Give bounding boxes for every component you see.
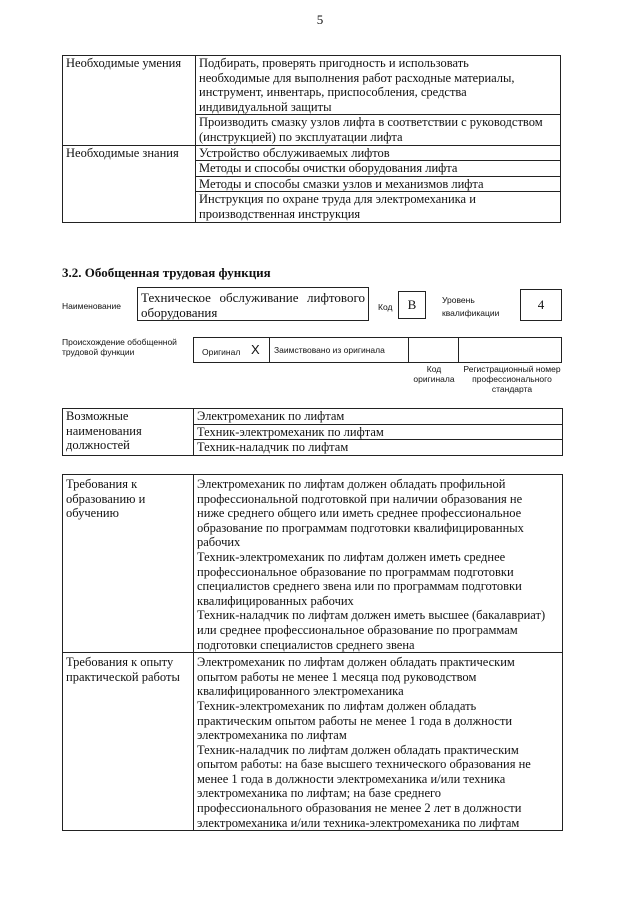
text-line: профессиональной подготовкой при наличии образования не [197, 491, 523, 506]
text-line: квалифицированных рабочих [197, 593, 354, 608]
name-value-line: Техническое обслуживание лифтового [141, 290, 365, 305]
positions-label-line: должностей [66, 438, 130, 453]
text-line: электромеханика и/или техника-электромеханика по лифтам [197, 815, 520, 830]
text-line: ниже среднего общего или иметь среднее профессиональное [197, 506, 522, 521]
text-line: Электромеханик по лифтам должен обладать профильной [197, 477, 506, 491]
text-line: рабочих [197, 535, 241, 550]
code-caption [406, 364, 462, 384]
cell-line: Устройство обслуживаемых лифтов [199, 145, 390, 160]
table-row [63, 56, 561, 115]
original-label: Оригинал [202, 347, 241, 357]
table-row [63, 653, 563, 831]
text-line: Электромеханик по лифтам должен обладать практическим [197, 655, 515, 670]
text-line: квалифицированного электромеханика [197, 684, 404, 699]
reg-caption-line: стандарта [491, 384, 533, 394]
table-cell [196, 56, 561, 115]
code-value-box [398, 291, 426, 319]
cell-line: индивидуальной защиты [199, 99, 332, 114]
text-line: практическим опытом работы не менее 1 года в должности [197, 713, 513, 728]
cell-line: Инструкция по охране труда для электромеханика и [199, 192, 476, 207]
section-title: 3.2. Обобщенная трудовая функция [62, 265, 271, 280]
divider [408, 338, 409, 362]
cell-line: инструмент, инвентарь, приспособления, средства [199, 85, 467, 100]
cell-line: Подбирать, проверять пригодность и использовать [199, 56, 469, 70]
reg-caption-line: профессионального [472, 374, 552, 384]
row-label-knowledge: Необходимые знания [63, 145, 196, 222]
text-line: опытом работы: на базе высшего технического образования не [197, 757, 531, 772]
name-value-box [137, 287, 369, 321]
origin-label-line: трудовой функции [62, 347, 135, 357]
label-line: обучению [66, 506, 119, 521]
reg-caption-line: Регистрационный номер [463, 364, 561, 374]
position-name: Техник-наладчик по лифтам [197, 440, 349, 455]
code-label: Код [378, 302, 393, 312]
origin-row [193, 337, 562, 363]
table-cell [196, 161, 561, 177]
cell-line: производственная инструкция [199, 206, 361, 221]
text-line: или среднее профессиональное образование по программам [197, 622, 518, 637]
page-number: 5 [316, 12, 324, 27]
name-value-line: оборудования [141, 305, 218, 320]
row-label-skills: Необходимые умения [63, 56, 196, 146]
positions-table [62, 408, 563, 456]
table-cell [196, 145, 561, 161]
text-line: опытом работы не менее 1 месяца под руководством [197, 669, 477, 684]
divider [458, 338, 459, 362]
skills-knowledge-table [62, 55, 561, 223]
table-cell [194, 440, 563, 456]
table-row [63, 145, 561, 161]
text-line: электромеханика по лифтам [197, 728, 347, 743]
text-line: образование по программам подготовки квалифицированных [197, 520, 524, 535]
level-value-box [520, 289, 562, 321]
text-line: подготовки специалистов среднего звена [197, 637, 415, 652]
text-line: профессионального образования не менее 2 лет в должности [197, 801, 522, 816]
education-requirements-text [194, 475, 563, 653]
table-cell [194, 409, 563, 425]
borrowed-label: Заимствовано из оригинала [274, 345, 385, 355]
position-name: Техник-электромеханик по лифтам [197, 424, 384, 439]
text-line: специалистов среднего звена или по программам подготовки [197, 579, 522, 594]
name-label: Наименование [62, 301, 121, 311]
cell-line: необходимые для выполнения работ расходные материалы, [199, 70, 515, 85]
level-label-line: квалификации [442, 308, 500, 318]
table-row [63, 409, 563, 425]
positions-label-line: Возможные [66, 409, 129, 423]
label-line: образованию и [66, 491, 146, 506]
origin-label [62, 337, 177, 357]
text-line: профессиональное образование по программам подготовки [197, 564, 514, 579]
cell-line: Методы и способы смазки узлов и механизмов лифта [199, 176, 484, 191]
label-line: Требования к опыту [66, 655, 174, 670]
positions-label [63, 409, 194, 456]
table-cell [196, 115, 561, 145]
code-caption-line: Код [426, 364, 442, 374]
text-line: Техник-электромеханик по лифтам должен обладать [197, 698, 477, 713]
divider [269, 338, 270, 362]
text-line: электромеханика по лифтам; на базе среднего [197, 786, 442, 801]
level-value: 4 [537, 297, 545, 312]
original-mark: X [251, 342, 260, 357]
origin-label-line: Происхождение обобщенной [62, 337, 177, 347]
table-cell [196, 192, 561, 222]
code-caption-line: оригинала [413, 374, 455, 384]
text-line: менее 1 года в должности электромеханика и/или техника [197, 771, 506, 786]
positions-label-line: наименования [66, 423, 142, 438]
experience-requirements-label [63, 653, 194, 831]
education-requirements-label [63, 475, 194, 653]
level-label [442, 295, 499, 318]
experience-requirements-text [194, 653, 563, 831]
level-label-line: Уровень [442, 295, 475, 305]
reg-caption [458, 364, 566, 394]
label-line: практической работы [66, 669, 180, 684]
text-line: Техник-электромеханик по лифтам должен иметь среднее [197, 549, 506, 564]
requirements-table [62, 474, 563, 831]
table-cell [196, 176, 561, 192]
table-row [63, 475, 563, 653]
cell-line: (инструкцией) по эксплуатации лифта [199, 129, 403, 144]
code-value: В [407, 297, 417, 312]
table-cell [194, 424, 563, 440]
cell-line: Производить смазку узлов лифта в соответствии с руководством [199, 115, 543, 130]
cell-line: Методы и способы очистки оборудования лифта [199, 161, 458, 176]
label-line: Требования к [66, 477, 138, 491]
position-name: Электромеханик по лифтам [197, 409, 345, 423]
text-line: Техник-наладчик по лифтам должен иметь высшее (бакалавриат) [197, 608, 546, 623]
text-line: Техник-наладчик по лифтам должен обладать практическим [197, 742, 519, 757]
